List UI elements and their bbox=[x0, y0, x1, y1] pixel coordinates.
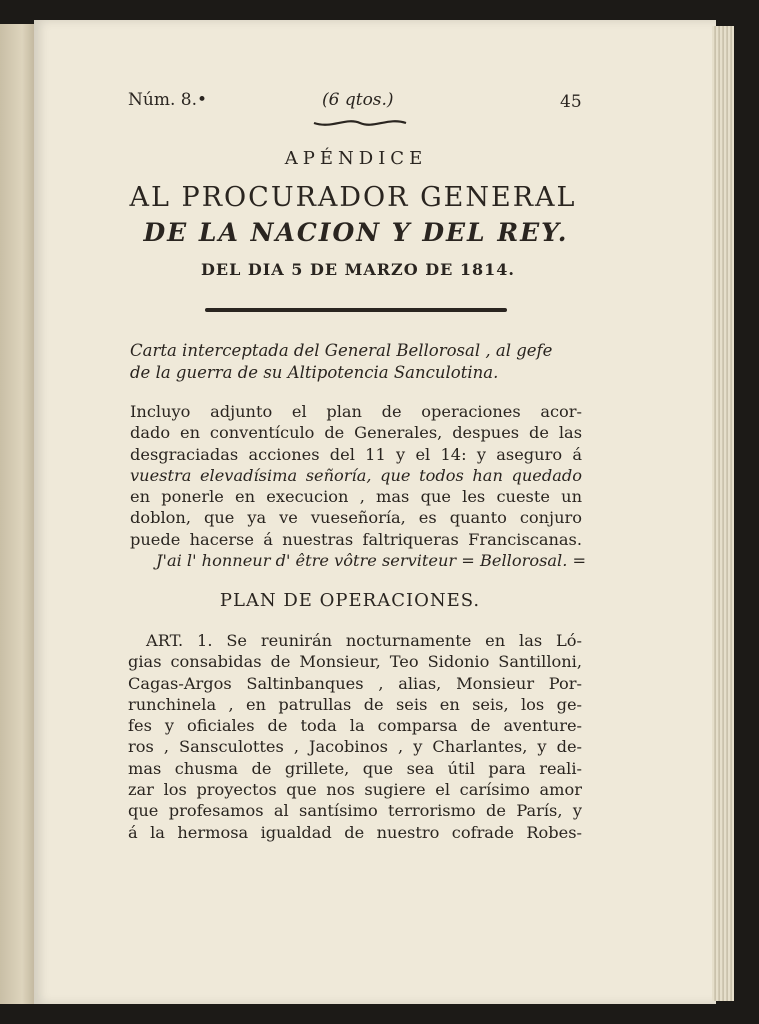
letter-intro-line1: Carta interceptada del General Bellorosal , al gefe bbox=[130, 341, 553, 360]
price-note: (6 qtos.) bbox=[322, 90, 394, 110]
plan-line: mas chusma de grillete, que sea útil para reali- bbox=[128, 758, 582, 778]
issue-date: DEL DIA 5 DE MARZO DE 1814. bbox=[201, 260, 515, 279]
page-stack-edges bbox=[712, 26, 734, 1001]
plan-body bbox=[128, 630, 582, 843]
letter-line: puede hacerse á nuestras faltriqueras Franciscanas. bbox=[130, 529, 582, 549]
plan-line: ros , Sansculottes , Jacobinos , y Charlantes, y de- bbox=[128, 737, 582, 757]
plan-line: Cagas-Argos Saltinbanques , alias, Monsieur Por- bbox=[128, 673, 582, 693]
letter-body bbox=[130, 401, 587, 571]
letter-signature: J'ai l' honneur d' être vôtre serviteur = Bellorosal. = bbox=[156, 551, 587, 571]
letter-intro-line2: de la guerra de su Altipotencia Sanculotina. bbox=[130, 363, 499, 382]
plan-line: fes y oficiales de toda la comparsa de aventure- bbox=[128, 716, 582, 736]
letter-line: Incluyo adjunto el plan de operaciones acor- bbox=[130, 402, 582, 421]
plan-line: zar los proyectos que nos sugiere el carísimo amor bbox=[128, 780, 582, 800]
plan-line: runchinela , en patrullas de seis en seis, los ge- bbox=[128, 694, 582, 714]
plan-line: gias consabidas de Monsieur, Teo Sidonio Santilloni, bbox=[128, 652, 582, 672]
plan-line: ART. 1. Se reunirán nocturnamente en las Ló- bbox=[146, 631, 582, 650]
letter-line: vuestra elevadísima señoría, que todos han quedado bbox=[130, 465, 582, 485]
letter-line: dado en conventículo de Generales, despues de las bbox=[130, 423, 582, 443]
plan-heading: PLAN DE OPERACIONES. bbox=[219, 590, 481, 611]
letter-line: desgraciadas acciones del 11 y el 14: y aseguro á bbox=[130, 444, 582, 464]
title-nacion-rey: DE LA NACION Y DEL REY. bbox=[143, 218, 569, 247]
title-procurador: AL PROCURADOR GENERAL bbox=[129, 182, 577, 213]
letter-line: doblon, que ya ve vueseñoría, es quanto conjuro bbox=[130, 508, 582, 528]
issue-number: Núm. 8.• bbox=[128, 90, 207, 110]
plan-line: á la hermosa igualdad de nuestro cofrade Robes- bbox=[128, 822, 582, 842]
page-number: 45 bbox=[560, 92, 582, 112]
title-divider bbox=[205, 308, 507, 312]
header-flourish bbox=[312, 116, 408, 130]
title-apendice: APÉNDICE bbox=[284, 148, 428, 169]
letter-line: en ponerle en execucion , mas que les cueste un bbox=[130, 487, 582, 507]
plan-line: que profesamos al santísimo terrorismo de París, y bbox=[128, 801, 582, 821]
